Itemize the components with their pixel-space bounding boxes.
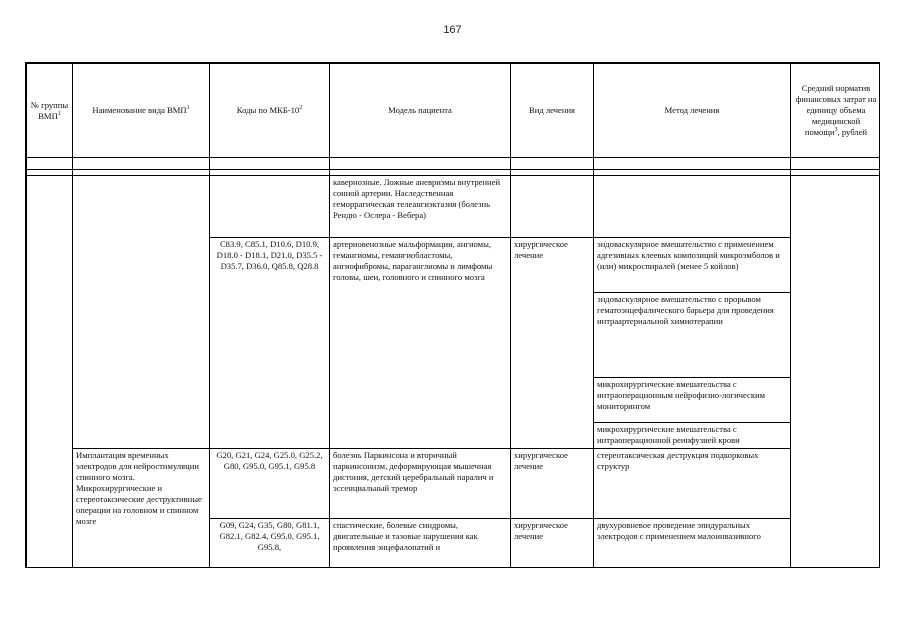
table-row (27, 176, 881, 238)
codes-cell (210, 176, 330, 238)
model-cell: артериовенозные мальформации, ангиомы, гемангиомы, гемангиобластомы, ангиофибромы, параганглиомы и лимфомы головы, шеи, головного и спинного мозга (330, 238, 511, 449)
model-cell: болезнь Паркинсона и вторичный паркинсонизм, деформирующая мышечная дистония, детский церебральный паралич и эссенциальный тремор (330, 449, 511, 519)
codes-cell: G09, G24, G35, G80, G81.1, G82.1, G82.4, G95.0, G95.1, G95.8, (210, 519, 330, 569)
method-cell: стереотаксическая деструкция подкорковых структур (594, 449, 791, 519)
column-number-row (27, 158, 881, 170)
header-codes: Коды по МКБ-$10^2$ (210, 64, 330, 158)
cost-cell (791, 176, 881, 569)
document-table-frame (25, 62, 880, 568)
method-cell: микрохирургические вмешательства с интраоперационной реинфузией крови (594, 423, 791, 449)
model-cell: кавернозные. Ложные аневризмы внутренней сонной артерии. Наследственная геморрагическая телеангиэктазия (болезнь Рендю - Ослера - Вебера) (330, 176, 511, 238)
header-name: Наименование вида ВМП$^1$ (73, 64, 210, 158)
method-cell (594, 176, 791, 238)
header-method: Метод лечения (594, 64, 791, 158)
name-cell (73, 176, 210, 449)
treatment-type-cell (511, 176, 594, 238)
method-cell: эндоваскулярное вмешательство с применением адгезивных клеевых композиций микроэмболов и (или) микроспиралей (менее 5 койлов) (594, 238, 791, 293)
name-cell: Имплантация временных электродов для нейростимуляции спинного мозга. Микрохирургические и стереотаксические деструктивные операции на головном и спинном мозге (73, 449, 210, 569)
header-treatment-type: Вид лечения (511, 64, 594, 158)
header-row (27, 64, 881, 158)
header-cost: Средний норматив финансовых затрат на единицу объема медицинской помощи$^3$, рублей (791, 64, 881, 158)
treatment-type-cell: хирургическое лечение (511, 519, 594, 569)
header-group: № группы ВМП$^1$ (27, 64, 73, 158)
method-cell: микрохирургические вмешательства с интраоперационным нейрофизио-логическим мониторингом (594, 378, 791, 423)
method-cell: двухуровневое проведение эпидуральных электродов с применением малоинвазивного (594, 519, 791, 569)
model-cell: спастические, болевые синдромы, двигательные и тазовые нарушения как проявления энцефалопатий и (330, 519, 511, 569)
treatment-type-cell: хирургическое лечение (511, 238, 594, 449)
group-cell (27, 176, 73, 569)
page-number: 167 (443, 24, 462, 36)
treatment-type-cell: хирургическое лечение (511, 449, 594, 519)
table-row (27, 449, 881, 519)
codes-cell: C83.9, C85.1, D10.6, D10.9, D18.0 - D18.1, D21.0, D35.5 - D35.7, D36.0, Q85.8, Q28.8 (210, 238, 330, 449)
header-model: Модель пациента (330, 64, 511, 158)
method-cell: эндоваскулярное вмешательство с прорывом гематоэнцефалического барьера для проведения интраартериальной химиотерапии (594, 293, 791, 378)
vmp-table (26, 63, 880, 568)
codes-cell: G20, G21, G24, G25.0, G25.2, G80, G95.0, G95.1, G95.8 (210, 449, 330, 519)
